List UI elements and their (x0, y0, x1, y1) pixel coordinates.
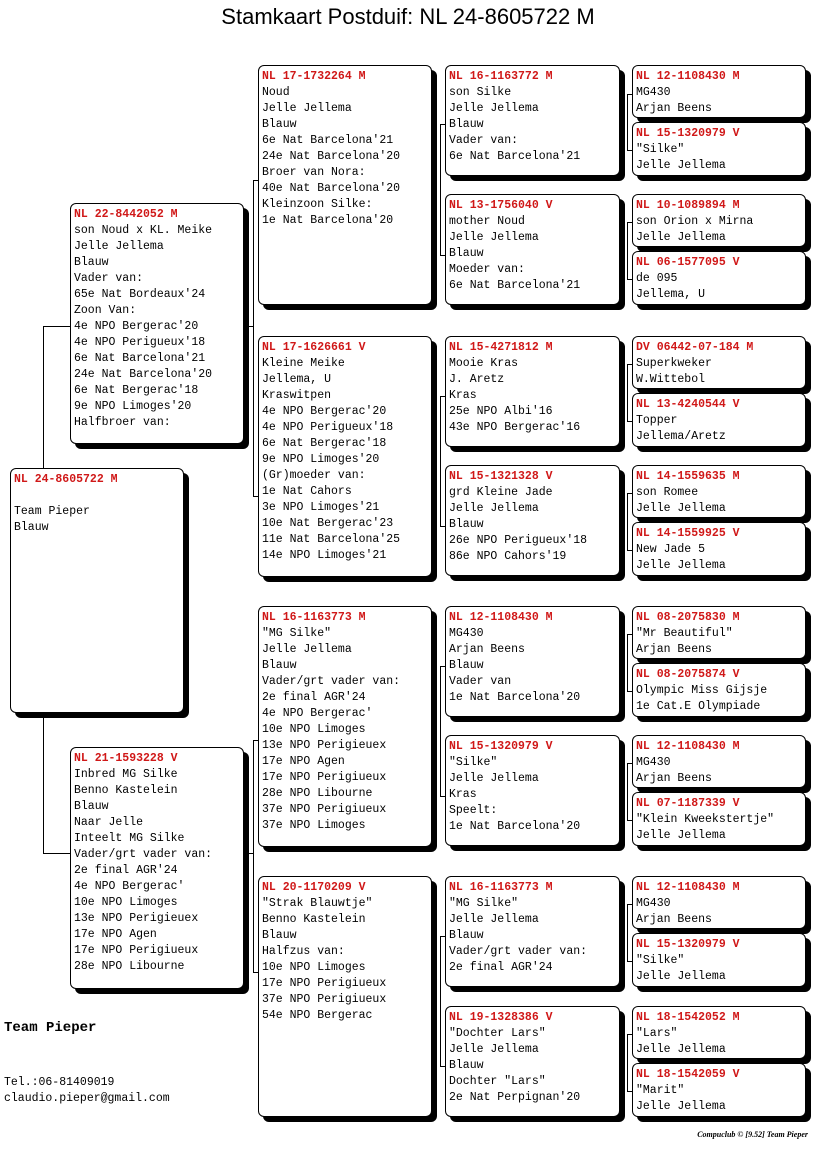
card-line: 28e NPO Libourne (262, 787, 373, 800)
connector-line (627, 1034, 628, 1091)
connector-line (43, 853, 70, 854)
connector-line (440, 124, 441, 255)
pigeon-card-mmf (445, 876, 620, 987)
ring-number: NL 14-1559925 V (636, 527, 740, 540)
ring-number: NL 16-1163773 M (262, 611, 366, 624)
owner-phone: Tel.:06-81409019 (4, 1076, 115, 1089)
ring-number: NL 14-1559635 M (636, 470, 740, 483)
card-line (14, 488, 180, 504)
card-line: 4e NPO Bergerac'20 (262, 405, 387, 418)
pigeon-card-g2 (632, 122, 806, 176)
card-line: "Mr Beautiful" (636, 627, 733, 640)
card-line: Jelle Jellema (262, 643, 352, 656)
connector-line (627, 222, 628, 279)
card-line: Olympic Miss Gijsje (636, 684, 768, 697)
card-line: Jelle Jellema (636, 1100, 726, 1113)
card-line: Blauw (449, 659, 484, 672)
footer-credit: Compuclub © [9.52] Team Pieper (697, 1130, 808, 1139)
card-line: son Noud x KL. Meike (74, 224, 213, 237)
card-line: Vader/grt vader van: (449, 945, 588, 958)
card-line: "Silke" (636, 954, 685, 967)
card-line: Halfbroer van: (74, 416, 171, 429)
card-line: "Marit" (636, 1084, 685, 1097)
card-line: 6e Nat Barcelona'21 (262, 134, 394, 147)
card-line: 10e Nat Bergerac'23 (262, 517, 394, 530)
pigeon-card-g13 (632, 876, 806, 929)
pigeon-card-mmm (445, 1006, 620, 1117)
connector-line (440, 396, 441, 526)
card-line: New Jade 5 (636, 543, 706, 556)
card-line: Naar Jelle (74, 816, 144, 829)
card-line: son Silke (449, 86, 512, 99)
connector-line (253, 740, 254, 972)
pigeon-card-g5 (632, 336, 806, 389)
pigeon-card-g1 (632, 65, 806, 118)
pigeon-card-subject (10, 468, 184, 713)
connector-line (43, 326, 44, 468)
card-line: Superkweker (636, 357, 712, 370)
card-line: MG430 (636, 86, 671, 99)
card-line: 10e NPO Limoges (74, 896, 178, 909)
card-line: Blauw (262, 659, 297, 672)
pigeon-card-fff (445, 65, 620, 176)
page-title: Stamkaart Postduif: NL 24-8605722 M (221, 4, 595, 29)
card-line: Blauw (262, 929, 297, 942)
ring-number: NL 12-1108430 M (636, 881, 740, 894)
ring-number: NL 22-8442052 M (74, 208, 178, 221)
card-line: Kleine Meike (262, 357, 345, 370)
pigeon-card-g8 (632, 522, 806, 576)
card-line: 2e final AGR'24 (74, 864, 178, 877)
card-line: Jellema, U (262, 373, 332, 386)
card-line: 43e NPO Bergerac'16 (449, 421, 581, 434)
pigeon-card-g12 (632, 792, 806, 846)
card-line: Blauw (262, 118, 297, 131)
card-line: Jelle Jellema (262, 102, 352, 115)
card-line: 6e Nat Barcelona'21 (449, 279, 581, 292)
connector-line (627, 94, 628, 150)
card-line: son Orion x Mirna (636, 215, 754, 228)
card-line: 13e NPO Perigieuex (262, 739, 387, 752)
ring-number: NL 15-4271812 M (449, 341, 553, 354)
card-line: 17e NPO Perigiueux (74, 944, 199, 957)
card-line: Kraswitpen (262, 389, 332, 402)
card-line: Arjan Beens (636, 913, 712, 926)
card-line: Benno Kastelein (74, 784, 178, 797)
card-line: 4e NPO Perigueux'18 (74, 336, 206, 349)
pigeon-card-fm (258, 336, 432, 577)
ring-number: NL 16-1163773 M (449, 881, 553, 894)
card-line: 6e Nat Bergerac'18 (74, 384, 199, 397)
card-line: Mooie Kras (449, 357, 519, 370)
pigeon-card-g15 (632, 1006, 806, 1059)
pigeon-card-g14 (632, 933, 806, 987)
card-line: 11e Nat Barcelona'25 (262, 533, 401, 546)
ring-number: DV 06442-07-184 M (636, 341, 754, 354)
pigeon-card-g6 (632, 393, 806, 447)
card-line: Inteelt MG Silke (74, 832, 185, 845)
card-line: 24e Nat Barcelona'20 (74, 368, 213, 381)
card-line: Jelle Jellema (74, 240, 164, 253)
connector-line (43, 326, 70, 327)
pigeon-card-g3 (632, 194, 806, 247)
card-line: 1e Nat Barcelona'20 (449, 691, 581, 704)
card-line: 17e NPO Agen (262, 755, 345, 768)
pigeon-card-g16 (632, 1063, 806, 1117)
ring-number: NL 24-8605722 M (14, 473, 118, 486)
card-line: 10e NPO Limoges (262, 723, 366, 736)
pigeon-card-mfm (445, 735, 620, 846)
pigeon-card-mm (258, 876, 432, 1117)
card-line: Moeder van: (449, 263, 525, 276)
pigeon-card-fmm (445, 465, 620, 576)
card-line: Blauw (74, 256, 109, 269)
card-line: Zoon Van: (74, 304, 137, 317)
pigeon-card-mf (258, 606, 432, 847)
ring-number: NL 08-2075830 M (636, 611, 740, 624)
card-line: 9e NPO Limoges'20 (262, 453, 380, 466)
card-line: Vader van: (449, 134, 519, 147)
card-line: 37e NPO Perigiueux (262, 993, 387, 1006)
card-line: MG430 (636, 897, 671, 910)
ring-number: NL 16-1163772 M (449, 70, 553, 83)
card-line: "Silke" (449, 756, 498, 769)
card-line: 4e NPO Bergerac'20 (74, 320, 199, 333)
card-line: 24e Nat Barcelona'20 (262, 150, 401, 163)
card-line: 40e Nat Barcelona'20 (262, 182, 401, 195)
card-line: 65e Nat Bordeaux'24 (74, 288, 206, 301)
card-line: 54e NPO Bergerac (262, 1009, 373, 1022)
card-line: Jelle Jellema (636, 502, 726, 515)
card-line: Team Pieper (14, 505, 90, 518)
card-line: (Gr)moeder van: (262, 469, 366, 482)
card-line: Blauw (449, 118, 484, 131)
pigeon-card-father (70, 203, 244, 444)
card-line: Blauw (449, 247, 484, 260)
card-line: son Romee (636, 486, 699, 499)
ring-number: NL 15-1320979 V (636, 938, 740, 951)
ring-number: NL 18-1542059 V (636, 1068, 740, 1081)
card-line: 6e Nat Barcelona'21 (74, 352, 206, 365)
pigeon-card-g7 (632, 465, 806, 518)
card-line: Vader van (449, 675, 512, 688)
card-line: Dochter "Lars" (449, 1075, 546, 1088)
card-line: "Klein Kweekstertje" (636, 813, 775, 826)
card-line: "Strak Blauwtje" (262, 897, 373, 910)
card-line: MG430 (636, 756, 671, 769)
ring-number: NL 15-1321328 V (449, 470, 553, 483)
card-line: "Dochter Lars" (449, 1027, 546, 1040)
card-line: 1e Cat.E Olympiade (636, 700, 761, 713)
card-line: 2e final AGR'24 (262, 691, 366, 704)
card-line: 9e NPO Limoges'20 (74, 400, 192, 413)
card-line: 86e NPO Cahors'19 (449, 550, 567, 563)
connector-line (627, 763, 628, 820)
card-line: MG430 (449, 627, 484, 640)
card-line: 1e Nat Cahors (262, 485, 352, 498)
card-line: Jelle Jellema (449, 502, 539, 515)
card-line: 26e NPO Perigueux'18 (449, 534, 588, 547)
pigeon-card-g11 (632, 735, 806, 788)
ring-number: NL 15-1320979 V (449, 740, 553, 753)
ring-number: NL 12-1108430 M (449, 611, 553, 624)
card-line: Jelle Jellema (449, 231, 539, 244)
card-line: Jelle Jellema (449, 772, 539, 785)
card-line: 2e final AGR'24 (449, 961, 553, 974)
card-line: Jellema/Aretz (636, 430, 726, 443)
owner-email: claudio.pieper@gmail.com (4, 1092, 170, 1105)
card-line: Jelle Jellema (636, 1043, 726, 1056)
connector-line (440, 666, 441, 796)
ring-number: NL 06-1577095 V (636, 256, 740, 269)
card-line: 4e NPO Bergerac' (262, 707, 373, 720)
ring-number: NL 17-1732264 M (262, 70, 366, 83)
card-line: Arjan Beens (636, 772, 712, 785)
card-line: 1e Nat Barcelona'20 (449, 820, 581, 833)
card-line: 37e NPO Limoges (262, 819, 366, 832)
card-line: 17e NPO Perigiueux (262, 977, 387, 990)
card-line: Vader/grt vader van: (74, 848, 213, 861)
ring-number: NL 13-4240544 V (636, 398, 740, 411)
connector-line (43, 713, 44, 853)
card-line: Jelle Jellema (636, 970, 726, 983)
card-line: Broer van Nora: (262, 166, 366, 179)
card-line: "Lars" (636, 1027, 678, 1040)
pigeon-card-fmf (445, 336, 620, 447)
card-line: 14e NPO Limoges'21 (262, 549, 387, 562)
card-line: 1e Nat Barcelona'20 (262, 214, 394, 227)
card-line: Kleinzoon Silke: (262, 198, 373, 211)
pigeon-card-mff (445, 606, 620, 717)
card-line: Jelle Jellema (449, 913, 539, 926)
card-line: Jelle Jellema (449, 102, 539, 115)
connector-line (243, 853, 253, 854)
card-line: Jelle Jellema (449, 1043, 539, 1056)
card-line: Jellema, U (636, 288, 706, 301)
card-line: 28e NPO Libourne (74, 960, 185, 973)
card-line: Jelle Jellema (636, 159, 726, 172)
card-line: Arjan Beens (636, 102, 712, 115)
ring-number: NL 19-1328386 V (449, 1011, 553, 1024)
card-line: Kras (449, 788, 477, 801)
card-line: Blauw (449, 518, 484, 531)
ring-number: NL 12-1108430 M (636, 740, 740, 753)
card-line: Blauw (14, 521, 49, 534)
card-line: Arjan Beens (636, 643, 712, 656)
card-line: "Silke" (636, 143, 685, 156)
card-line: de 095 (636, 272, 678, 285)
card-line: 3e NPO Limoges'21 (262, 501, 380, 514)
card-line: Halfzus van: (262, 945, 345, 958)
pigeon-card-g4 (632, 251, 806, 305)
pigeon-card-ffm (445, 194, 620, 305)
card-line: J. Aretz (449, 373, 505, 386)
ring-number: NL 17-1626661 V (262, 341, 366, 354)
card-line: Vader/grt vader van: (262, 675, 401, 688)
card-line: Blauw (74, 800, 109, 813)
card-line: Blauw (449, 1059, 484, 1072)
ring-number: NL 13-1756040 V (449, 199, 553, 212)
card-line: mother Noud (449, 215, 525, 228)
card-line: 13e NPO Perigieuex (74, 912, 199, 925)
connector-line (627, 364, 628, 421)
connector-line (627, 634, 628, 691)
ring-number: NL 15-1320979 V (636, 127, 740, 140)
card-line: W.Wittebol (636, 373, 706, 386)
connector-line (627, 493, 628, 550)
pigeon-card-ff (258, 65, 432, 305)
ring-number: NL 10-1089894 M (636, 199, 740, 212)
card-line: Inbred MG Silke (74, 768, 178, 781)
card-line: 10e NPO Limoges (262, 961, 366, 974)
ring-number: NL 20-1170209 V (262, 881, 366, 894)
card-line: 4e NPO Perigueux'18 (262, 421, 394, 434)
card-line: 6e Nat Bergerac'18 (262, 437, 387, 450)
card-line: 6e Nat Barcelona'21 (449, 150, 581, 163)
card-line: 17e NPO Agen (74, 928, 157, 941)
owner-name: Team Pieper (4, 1020, 97, 1036)
card-line: Benno Kastelein (262, 913, 366, 926)
card-line: Blauw (449, 929, 484, 942)
ring-number: NL 08-2075874 V (636, 668, 740, 681)
pigeon-card-mother (70, 747, 244, 989)
connector-line (440, 936, 441, 1066)
card-line: Vader van: (74, 272, 144, 285)
card-line: 37e NPO Perigiueux (262, 803, 387, 816)
connector-line (243, 326, 253, 327)
card-line: grd Kleine Jade (449, 486, 553, 499)
ring-number: NL 12-1108430 M (636, 70, 740, 83)
card-line: Speelt: (449, 804, 498, 817)
card-line: Kras (449, 389, 477, 402)
ring-number: NL 18-1542052 M (636, 1011, 740, 1024)
card-line: "MG Silke" (262, 627, 332, 640)
card-line: Noud (262, 86, 290, 99)
card-line: "MG Silke" (449, 897, 519, 910)
connector-line (253, 180, 254, 496)
card-line: 25e NPO Albi'16 (449, 405, 553, 418)
card-line: Topper (636, 414, 678, 427)
card-line: 17e NPO Perigiueux (262, 771, 387, 784)
card-line: 4e NPO Bergerac' (74, 880, 185, 893)
pigeon-card-g10 (632, 663, 806, 717)
ring-number: NL 07-1187339 V (636, 797, 740, 810)
card-line: Jelle Jellema (636, 829, 726, 842)
card-line: 2e Nat Perpignan'20 (449, 1091, 581, 1104)
pigeon-card-g9 (632, 606, 806, 659)
connector-line (627, 904, 628, 961)
card-line: Jelle Jellema (636, 231, 726, 244)
card-line: Jelle Jellema (636, 559, 726, 572)
card-line: Arjan Beens (449, 643, 525, 656)
ring-number: NL 21-1593228 V (74, 752, 178, 765)
